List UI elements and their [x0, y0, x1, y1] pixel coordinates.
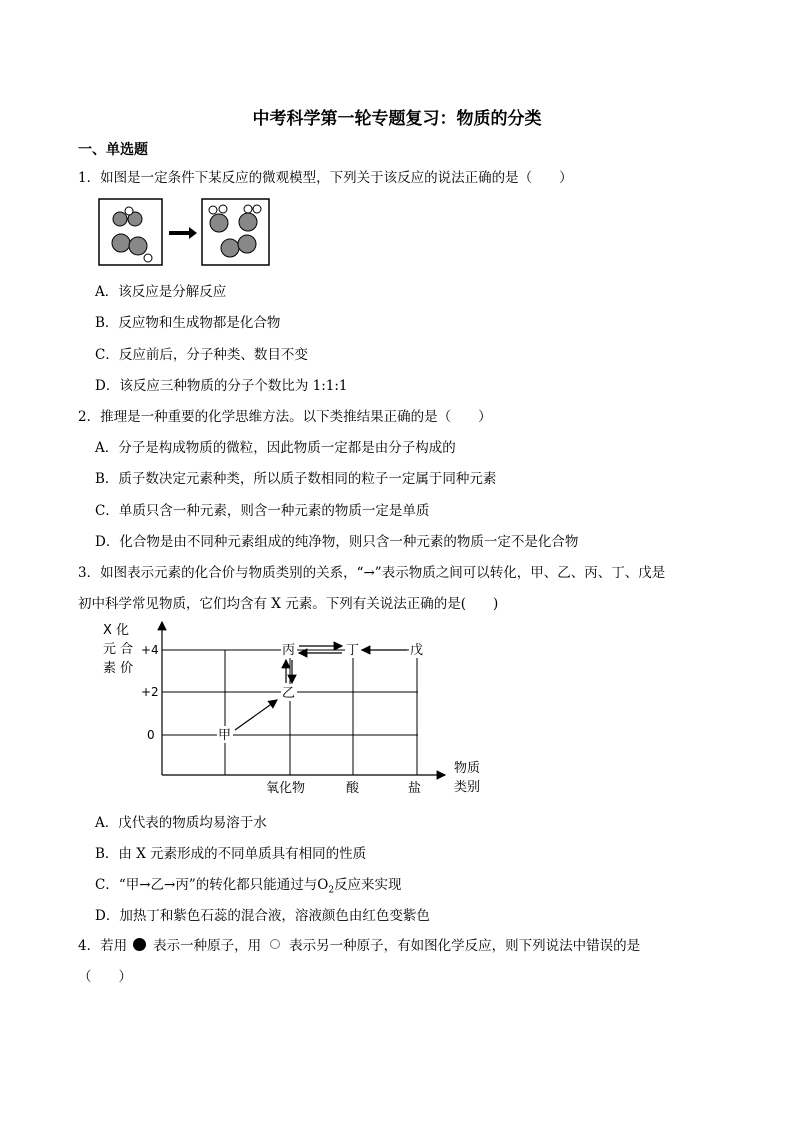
q1-option-c[interactable]: C．反应前后，分子种类、数目不变 [95, 347, 308, 363]
q1-option-d[interactable]: D．该反应三种物质的分子个数比为 1:1:1 [95, 378, 348, 394]
y-tick-plus2: +2 [141, 685, 159, 699]
point-ding: 丁 [346, 643, 360, 658]
white-atom-icon [270, 939, 280, 949]
x-tick-oxide: 氧化物 [266, 781, 306, 796]
arrow-jia-to-yi [235, 700, 277, 730]
y-tick-plus4: +4 [141, 643, 159, 657]
x-axis-label-1: 物质 [454, 761, 481, 776]
q3-option-c-post: 反应来实现 [334, 877, 402, 893]
q3-option-c[interactable] [95, 873, 402, 896]
x-tick-salt: 盐 [408, 781, 422, 796]
q3-option-b[interactable]: B．由 X 元素形成的不同单质具有相同的性质 [95, 846, 367, 862]
question-4-paren: （ ） [78, 969, 132, 985]
question-3-stem-line2: 初中科学常见物质，它们均含有 X 元素。下列有关说法正确的是( ) [78, 596, 499, 612]
x-axis-label-2: 类别 [454, 780, 481, 795]
q4-part-3: 表示另一种原子，有如图化学反应，则下列说法中错误的是 [289, 938, 641, 954]
q2-option-b[interactable]: B．质子数决定元素种类，所以质子数相同的粒子一定属于同种元素 [95, 471, 497, 487]
q2-option-a[interactable]: A．分子是构成物质的微粒，因此物质一定都是由分子构成的 [95, 440, 456, 456]
q2-option-c[interactable]: C．单质只含一种元素，则含一种元素的物质一定是单质 [95, 503, 430, 519]
q4-part-2: 表示一种原子，用 [153, 938, 262, 954]
black-atom-icon [133, 938, 146, 951]
q1-option-b[interactable]: B．反应物和生成物都是化合物 [95, 315, 281, 331]
y-axis-label-1: X 化 [103, 623, 130, 638]
q3-option-c-sub: 2 [328, 885, 335, 896]
point-bing: 丙 [282, 643, 296, 658]
reaction-model-figure [98, 198, 300, 268]
q3-option-a[interactable]: A．戊代表的物质均易溶于水 [95, 815, 267, 831]
y-tick-zero: 0 [147, 728, 155, 742]
y-axis-label-2: 元 合 [103, 642, 134, 657]
point-wu: 戊 [410, 643, 424, 658]
y-axis-label-3: 素 价 [103, 661, 134, 676]
valence-category-diagram [95, 612, 495, 802]
x-tick-acid: 酸 [346, 781, 360, 796]
q2-option-d[interactable]: D．化合物是由不同种元素组成的纯净物，则只含一种元素的物质一定不是化合物 [95, 534, 579, 550]
question-2-stem: 2．推理是一种重要的化学思维方法。以下类推结果正确的是（ ） [78, 409, 492, 425]
question-3-stem-line1: 3．如图表示元素的化合价与物质类别的关系，“→”表示物质之间可以转化，甲、乙、丙、丁、戊是 [78, 565, 666, 581]
q3-option-c-pre: C．“甲→乙→丙”的转化都只能通过与O [95, 877, 329, 893]
point-yi: 乙 [282, 686, 296, 701]
q4-part-1: 4．若用 [78, 938, 128, 954]
question-4-stem [78, 934, 640, 954]
page-title: 中考科学第一轮专题复习：物质的分类 [252, 109, 542, 129]
q3-option-d[interactable]: D．加热丁和紫色石蕊的混合液，溶液颜色由红色变紫色 [95, 908, 430, 924]
point-jia: 甲 [218, 728, 232, 743]
question-1-stem: 1．如图是一定条件下某反应的微观模型，下列关于该反应的说法正确的是（ ） [78, 170, 573, 186]
section-heading: 一、单选题 [78, 142, 148, 158]
q1-option-a[interactable]: A．该反应是分解反应 [95, 284, 227, 300]
